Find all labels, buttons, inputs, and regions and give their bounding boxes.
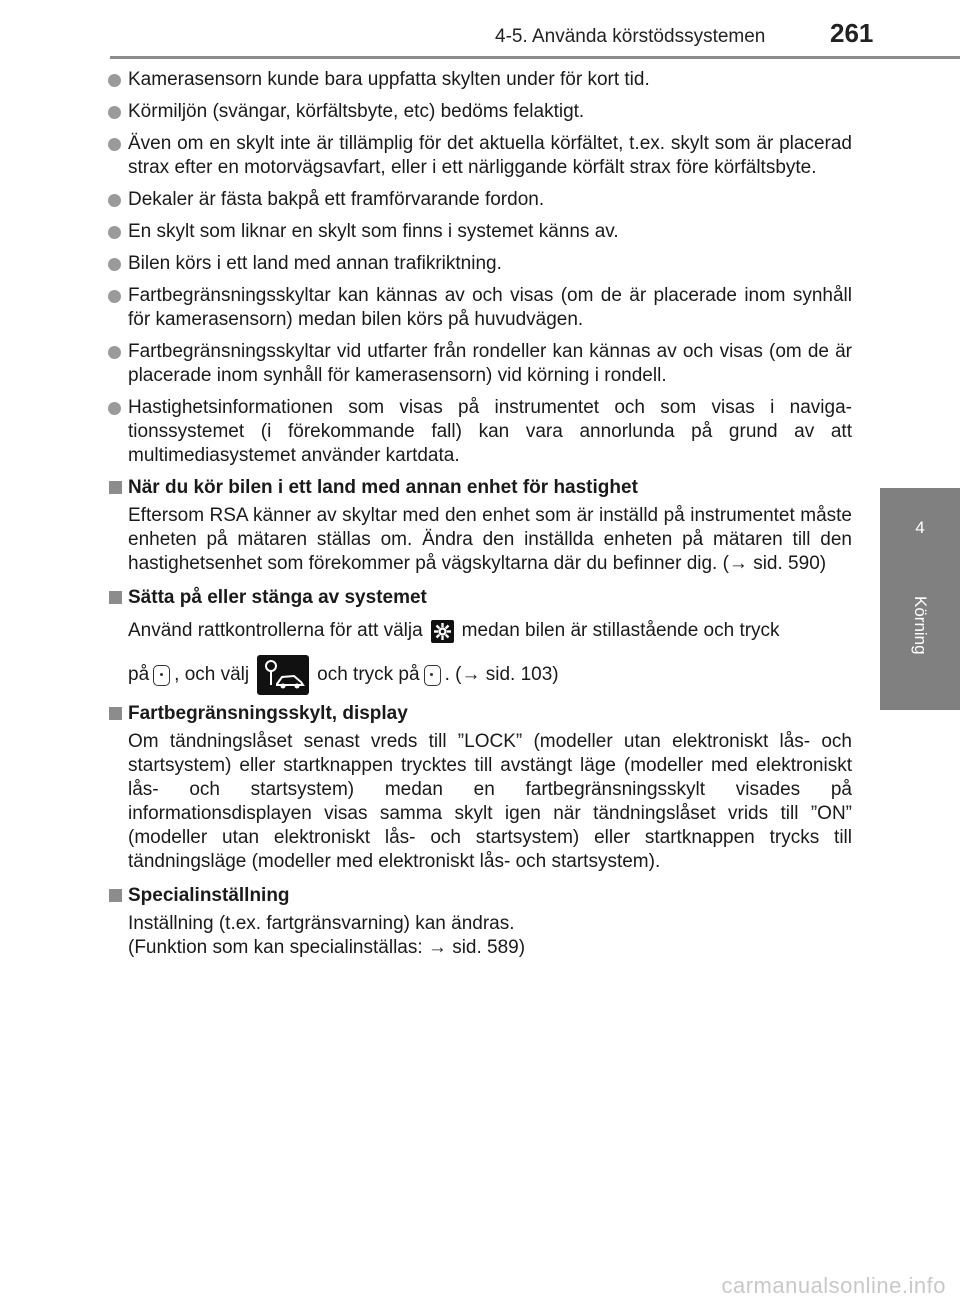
section-speed-sign-display	[108, 702, 852, 874]
section-toggle-system	[108, 586, 852, 692]
road-sign-assist-icon	[257, 655, 309, 695]
section-body: Inställning (t.ex. fartgränsvarning) kan ändras. (Funktion som kan specialinställas: → sid. 589)	[128, 913, 526, 958]
chapter-number: 4	[915, 518, 925, 537]
section-body: Eftersom RSA känner av skyltar med den enhet som är inställd på instrumentet måste enheten på mätaren ställas om. Ändra den inställda enheten på mätaren till den hastighetsenhet som förekommer på vägskyltarna där du befinner dig. (→ sid. 590)	[128, 505, 852, 574]
watermark: carmanualsonline.info	[721, 1273, 946, 1298]
settings-gear-icon	[431, 620, 454, 643]
list-item: Fartbegränsningsskyltar vid utfarter från rondeller kan kännas av och visas (om de är placerade inom synhåll för kamerasensorn) vid körning i rondell.	[108, 340, 852, 388]
section-body: Om tändningslåset senast vreds till ”LOCK” (modeller utan elektroniskt lås- och startsystem) eller startknappen trycktes till avstängt läge (modeller med elektroniskt lås- och startsystem) medan en fartbegränsningsskylt visades på informationsdisplayen visas samma skylt igen när tändningslåset vrids till ”ON” (modeller utan elektroniskt lås- och startsystem) eller startknappen trycks till tändningsläge (modeller med elektroniskt lås- och startsystem).	[128, 731, 852, 872]
bullet-icon	[108, 346, 121, 359]
instruction-line: Använd rattkontrollerna för att välja medan bilen är stillastående och tryck	[128, 620, 780, 641]
section-customization	[108, 884, 852, 960]
section-heading: När du kör bilen i ett land med annan enhet för hastighet	[108, 476, 852, 500]
list-item: Bilen körs i ett land med annan trafikriktning.	[108, 252, 852, 276]
list-item: Hastighetsinformationen som visas på instrumentet och som visas i navigationssystemet (i förekommande fall) kan vara annorlunda på grund av att multimediasystemet använder kartdata.	[108, 396, 852, 468]
bullet-icon	[108, 138, 121, 151]
list-item: Körmiljön (svängar, körfältsbyte, etc) bedöms felaktigt.	[108, 100, 852, 124]
square-bullet-icon	[109, 889, 122, 902]
section-heading: Specialinställning	[108, 884, 852, 908]
bullet-icon	[108, 226, 121, 239]
list-item: Kamerasensorn kunde bara uppfatta skylten under för kort tid.	[108, 68, 852, 92]
square-bullet-icon	[109, 707, 122, 720]
bullet-icon	[108, 258, 121, 271]
header-divider	[110, 56, 960, 59]
list-item: En skylt som liknar en skylt som finns i systemet känns av.	[108, 220, 852, 244]
bullet-icon	[108, 290, 121, 303]
section-title: 4-5. Använda körstödssystemen	[495, 26, 766, 47]
page-number: 261	[830, 18, 874, 48]
list-item: Även om en skylt inte är tillämplig för det aktuella körfältet, t.ex. skylt som är placerad strax efter en motorvägsavfart, eller i ett närliggande körfält strax före körfältsbyte.	[108, 132, 852, 180]
chapter-side-tab	[880, 488, 960, 710]
square-bullet-icon	[109, 481, 122, 494]
list-item: Dekaler är fästa bakpå ett framförvarande fordon.	[108, 188, 852, 212]
instruction-line: på , och välj och tryck på . (→ sid. 103)	[128, 658, 852, 692]
list-item: Fartbegränsningsskyltar kan kännas av och visas (om de är placerade inom synhåll för kamerasensorn) medan bilen körs på huvudvägen.	[108, 284, 852, 332]
bullet-icon	[108, 106, 121, 119]
bullet-icon	[108, 402, 121, 415]
steering-enter-button-icon	[424, 665, 441, 686]
chapter-title: Körning	[911, 596, 930, 655]
steering-enter-button-icon	[153, 665, 170, 686]
page-content	[108, 68, 852, 970]
section-heading: Fartbegränsningsskylt, display	[108, 702, 852, 726]
section-heading: Sätta på eller stänga av systemet	[108, 586, 852, 610]
section-body	[108, 614, 852, 692]
section-speed-unit	[108, 476, 852, 576]
bullet-icon	[108, 194, 121, 207]
square-bullet-icon	[109, 591, 122, 604]
bullet-icon	[108, 74, 121, 87]
